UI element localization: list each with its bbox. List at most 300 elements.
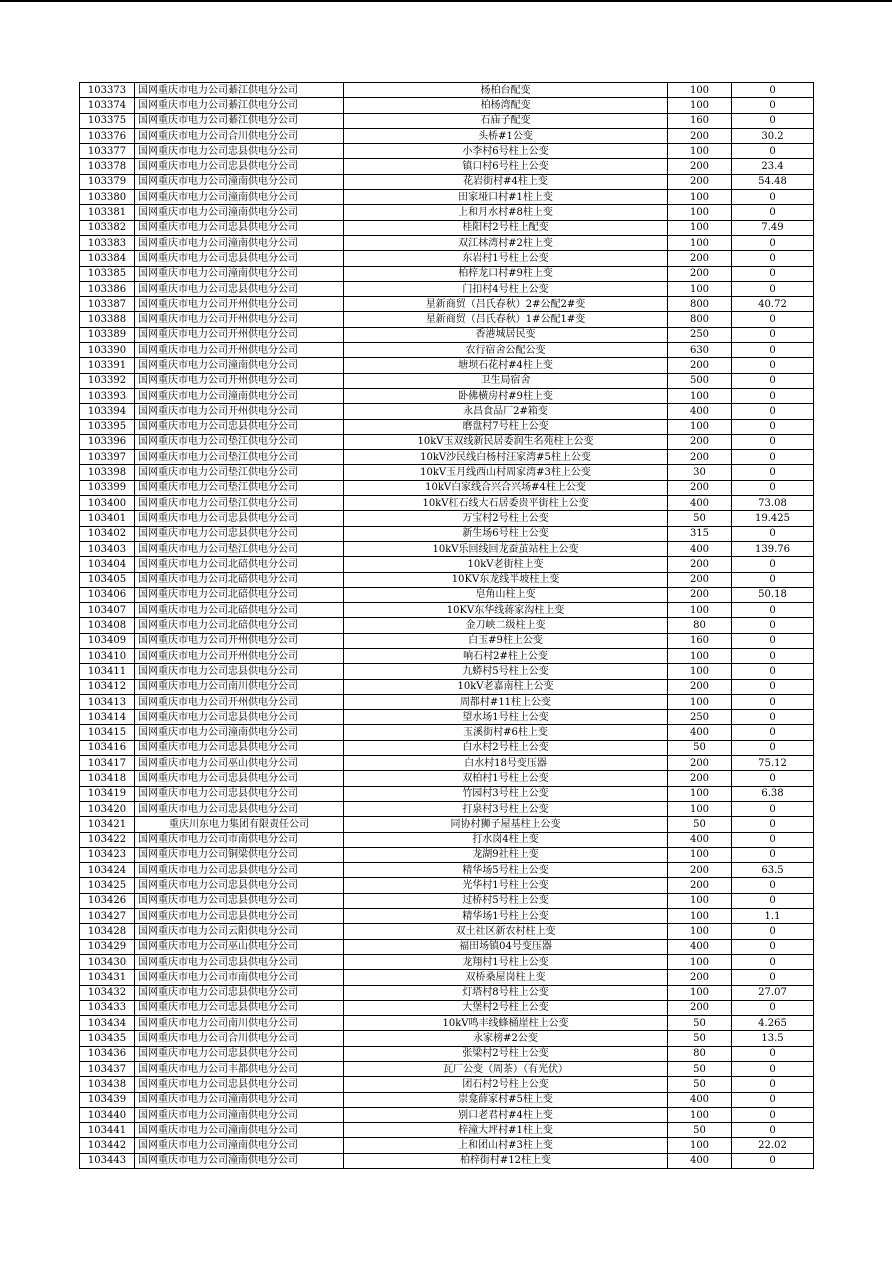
cell-company: 国网重庆市电力公司垫江供电分公司 (135, 496, 344, 511)
cell-substation: 精华场1号柱上公变 (344, 909, 668, 924)
cell-company: 国网重庆市电力公司潼南供电分公司 (135, 725, 344, 740)
table-row (80, 603, 814, 618)
cell-capacity: 630 (668, 343, 732, 358)
cell-id: 103425 (80, 878, 135, 893)
cell-load: 0 (732, 251, 814, 266)
cell-capacity: 50 (668, 1016, 732, 1031)
cell-load: 0 (732, 847, 814, 862)
cell-substation: 10kV老街柱上变 (344, 557, 668, 572)
cell-company: 国网重庆市电力公司忠县供电分公司 (135, 863, 344, 878)
cell-substation: 团石村2号柱上公变 (344, 1077, 668, 1092)
table-row (80, 970, 814, 985)
table-row (80, 251, 814, 266)
table-row (80, 128, 814, 143)
cell-substation: 九蟒村5号柱上公变 (344, 664, 668, 679)
table-row (80, 924, 814, 939)
cell-substation: 10kV玉双线新民居委润生名苑柱上公变 (344, 434, 668, 449)
cell-capacity: 100 (668, 603, 732, 618)
cell-load: 0 (732, 664, 814, 679)
cell-load: 0 (732, 740, 814, 755)
cell-load: 0 (732, 924, 814, 939)
cell-id: 103434 (80, 1016, 135, 1031)
table-row (80, 694, 814, 709)
cell-substation: 双土社区新农村柱上变 (344, 924, 668, 939)
table-row (80, 511, 814, 526)
cell-substation: 10kV沙民线白杨村汪家湾#5柱上公变 (344, 450, 668, 465)
table-row (80, 801, 814, 816)
cell-company: 国网重庆市电力公司丰都供电分公司 (135, 1062, 344, 1077)
table-row (80, 480, 814, 495)
cell-capacity: 100 (668, 235, 732, 250)
cell-id: 103394 (80, 404, 135, 419)
cell-company: 国网重庆市电力公司云阳供电分公司 (135, 924, 344, 939)
cell-substation: 光华村1号柱上公变 (344, 878, 668, 893)
cell-id: 103404 (80, 557, 135, 572)
cell-company: 国网重庆市电力公司潼南供电分公司 (135, 205, 344, 220)
cell-load: 0 (732, 648, 814, 663)
cell-capacity: 800 (668, 297, 732, 312)
cell-load: 1.1 (732, 909, 814, 924)
cell-load: 0 (732, 633, 814, 648)
table-row (80, 358, 814, 373)
cell-load: 0 (732, 1000, 814, 1015)
cell-load: 50.18 (732, 587, 814, 602)
cell-capacity: 200 (668, 572, 732, 587)
cell-company: 国网重庆市电力公司忠县供电分公司 (135, 954, 344, 969)
cell-substation: 打水岗4柱上变 (344, 832, 668, 847)
cell-capacity: 100 (668, 924, 732, 939)
cell-substation: 龙湖9社柱上变 (344, 847, 668, 862)
cell-company: 国网重庆市电力公司北碚供电分公司 (135, 572, 344, 587)
cell-load: 0 (732, 190, 814, 205)
cell-capacity: 200 (668, 1000, 732, 1015)
cell-capacity: 50 (668, 1123, 732, 1138)
cell-id: 103388 (80, 312, 135, 327)
cell-load: 0 (732, 557, 814, 572)
cell-company: 国网重庆市电力公司潼南供电分公司 (135, 1123, 344, 1138)
cell-substation: 打泉村3号柱上公变 (344, 801, 668, 816)
cell-capacity: 200 (668, 970, 732, 985)
cell-load: 0 (732, 235, 814, 250)
cell-id: 103392 (80, 373, 135, 388)
cell-id: 103437 (80, 1062, 135, 1077)
cell-load: 0 (732, 954, 814, 969)
cell-load: 13.5 (732, 1031, 814, 1046)
cell-id: 103435 (80, 1031, 135, 1046)
cell-capacity: 50 (668, 511, 732, 526)
cell-id: 103439 (80, 1092, 135, 1107)
cell-id: 103438 (80, 1077, 135, 1092)
cell-load: 73.08 (732, 496, 814, 511)
cell-company: 国网重庆市电力公司忠县供电分公司 (135, 664, 344, 679)
cell-capacity: 100 (668, 847, 732, 862)
cell-id: 103375 (80, 113, 135, 128)
cell-id: 103386 (80, 281, 135, 296)
cell-id: 103383 (80, 235, 135, 250)
cell-capacity: 800 (668, 312, 732, 327)
cell-company: 国网重庆市电力公司合川供电分公司 (135, 128, 344, 143)
cell-load: 0 (732, 603, 814, 618)
cell-substation: 梓潼大坪村#1柱上变 (344, 1123, 668, 1138)
cell-id: 103377 (80, 144, 135, 159)
cell-company: 国网重庆市电力公司南川供电分公司 (135, 1016, 344, 1031)
cell-substation: 柏杨湾配变 (344, 98, 668, 113)
cell-load: 0 (732, 893, 814, 908)
cell-substation: 10kV老嘉南柱上公变 (344, 679, 668, 694)
cell-load: 4.265 (732, 1016, 814, 1031)
table-row (80, 954, 814, 969)
cell-capacity: 50 (668, 817, 732, 832)
cell-id: 103418 (80, 771, 135, 786)
table-row (80, 985, 814, 1000)
cell-capacity: 100 (668, 909, 732, 924)
cell-substation: 塘坝石花村#4柱上变 (344, 358, 668, 373)
cell-company: 国网重庆市电力公司忠县供电分公司 (135, 251, 344, 266)
cell-id: 103431 (80, 970, 135, 985)
cell-capacity: 50 (668, 1062, 732, 1077)
cell-company: 国网重庆市电力公司北碚供电分公司 (135, 603, 344, 618)
cell-company: 国网重庆市电力公司巫山供电分公司 (135, 756, 344, 771)
cell-substation: 10KV东龙线半坡柱上变 (344, 572, 668, 587)
cell-id: 103405 (80, 572, 135, 587)
cell-id: 103411 (80, 664, 135, 679)
cell-capacity: 400 (668, 404, 732, 419)
cell-substation: 10kV乐回线回龙蚕茧站柱上公变 (344, 541, 668, 556)
cell-load: 0 (732, 419, 814, 434)
cell-capacity: 200 (668, 128, 732, 143)
cell-company: 国网重庆市电力公司开州供电分公司 (135, 343, 344, 358)
cell-company: 国网重庆市电力公司市南供电分公司 (135, 970, 344, 985)
cell-company: 国网重庆市电力公司市南供电分公司 (135, 832, 344, 847)
table-row (80, 1031, 814, 1046)
cell-load: 27.07 (732, 985, 814, 1000)
cell-id: 103416 (80, 740, 135, 755)
cell-load: 19.425 (732, 511, 814, 526)
cell-load: 75.12 (732, 756, 814, 771)
table-row (80, 557, 814, 572)
cell-substation: 镇口村6号柱上公变 (344, 159, 668, 174)
cell-company: 国网重庆市电力公司北碚供电分公司 (135, 557, 344, 572)
cell-load: 0 (732, 1092, 814, 1107)
cell-capacity: 100 (668, 1138, 732, 1153)
cell-capacity: 200 (668, 159, 732, 174)
cell-load: 0 (732, 465, 814, 480)
cell-substation: 花岩街村#4柱上变 (344, 174, 668, 189)
cell-company: 国网重庆市电力公司忠县供电分公司 (135, 771, 344, 786)
cell-id: 103398 (80, 465, 135, 480)
table-row (80, 1016, 814, 1031)
table-row (80, 587, 814, 602)
cell-capacity: 100 (668, 281, 732, 296)
cell-substation: 柏梓龙口村#9柱上变 (344, 266, 668, 281)
cell-substation: 卧佛横房村#9柱上变 (344, 388, 668, 403)
cell-load: 0 (732, 1123, 814, 1138)
cell-load: 139.76 (732, 541, 814, 556)
table-row (80, 1123, 814, 1138)
cell-substation: 别口老君村#4柱上变 (344, 1107, 668, 1122)
cell-substation: 星新商贸（吕氏春秋）1#公配1#变 (344, 312, 668, 327)
cell-substation: 10kV鸣丰线蜂桶崖柱上公变 (344, 1016, 668, 1031)
cell-load: 0 (732, 312, 814, 327)
cell-company: 国网重庆市电力公司綦江供电分公司 (135, 98, 344, 113)
cell-id: 103427 (80, 909, 135, 924)
cell-load: 30.2 (732, 128, 814, 143)
cell-capacity: 80 (668, 618, 732, 633)
cell-capacity: 100 (668, 648, 732, 663)
cell-load: 0 (732, 266, 814, 281)
cell-id: 103381 (80, 205, 135, 220)
cell-company: 国网重庆市电力公司忠县供电分公司 (135, 801, 344, 816)
cell-id: 103397 (80, 450, 135, 465)
cell-load: 0 (732, 618, 814, 633)
cell-id: 103403 (80, 541, 135, 556)
cell-company: 国网重庆市电力公司忠县供电分公司 (135, 220, 344, 235)
cell-substation: 崇龛薛家村#5柱上变 (344, 1092, 668, 1107)
cell-company: 国网重庆市电力公司潼南供电分公司 (135, 358, 344, 373)
cell-id: 103414 (80, 710, 135, 725)
table-body (80, 83, 814, 1169)
cell-id: 103424 (80, 863, 135, 878)
cell-company: 国网重庆市电力公司合川供电分公司 (135, 1031, 344, 1046)
cell-capacity: 200 (668, 679, 732, 694)
cell-company: 重庆川东电力集团有限责任公司 (135, 817, 344, 832)
cell-id: 103436 (80, 1046, 135, 1061)
cell-company: 国网重庆市电力公司綦江供电分公司 (135, 83, 344, 98)
cell-capacity: 100 (668, 664, 732, 679)
cell-substation: 双江林湾村#2柱上变 (344, 235, 668, 250)
cell-substation: 10kV玉月线西山村周家湾#3柱上公变 (344, 465, 668, 480)
cell-id: 103393 (80, 388, 135, 403)
cell-load: 0 (732, 1046, 814, 1061)
cell-company: 国网重庆市电力公司忠县供电分公司 (135, 1046, 344, 1061)
cell-load: 7.49 (732, 220, 814, 235)
cell-company: 国网重庆市电力公司忠县供电分公司 (135, 893, 344, 908)
transformer-table (79, 82, 814, 1169)
cell-id: 103395 (80, 419, 135, 434)
cell-substation: 小李村6号柱上公变 (344, 144, 668, 159)
table-row (80, 679, 814, 694)
table-row (80, 98, 814, 113)
cell-id: 103429 (80, 939, 135, 954)
cell-substation: 过桥村5号柱上公变 (344, 893, 668, 908)
cell-id: 103430 (80, 954, 135, 969)
cell-load: 0 (732, 694, 814, 709)
cell-capacity: 400 (668, 1153, 732, 1168)
top-border-line (0, 0, 892, 2)
table-row (80, 541, 814, 556)
cell-substation: 门扣村4号柱上公变 (344, 281, 668, 296)
cell-load: 0 (732, 113, 814, 128)
table-row (80, 710, 814, 725)
cell-substation: 香港城居民变 (344, 327, 668, 342)
cell-load: 0 (732, 817, 814, 832)
cell-capacity: 200 (668, 480, 732, 495)
cell-load: 40.72 (732, 297, 814, 312)
cell-capacity: 315 (668, 526, 732, 541)
cell-substation: 卫生局宿舍 (344, 373, 668, 388)
cell-company: 国网重庆市电力公司忠县供电分公司 (135, 909, 344, 924)
cell-substation: 杨柏台配变 (344, 83, 668, 98)
table-row (80, 771, 814, 786)
table-row (80, 297, 814, 312)
cell-company: 国网重庆市电力公司开州供电分公司 (135, 312, 344, 327)
cell-capacity: 100 (668, 220, 732, 235)
cell-id: 103432 (80, 985, 135, 1000)
cell-id: 103417 (80, 756, 135, 771)
cell-id: 103382 (80, 220, 135, 235)
table-row (80, 878, 814, 893)
cell-capacity: 500 (668, 373, 732, 388)
cell-substation: 竹园村3号柱上公变 (344, 786, 668, 801)
cell-substation: 龙翔村1号柱上公变 (344, 954, 668, 969)
cell-load: 0 (732, 450, 814, 465)
cell-substation: 上和团山村#3柱上变 (344, 1138, 668, 1153)
table-row (80, 1046, 814, 1061)
table-row (80, 220, 814, 235)
cell-company: 国网重庆市电力公司潼南供电分公司 (135, 1107, 344, 1122)
table-row (80, 1107, 814, 1122)
cell-capacity: 160 (668, 113, 732, 128)
cell-load: 0 (732, 205, 814, 220)
table-row (80, 526, 814, 541)
cell-capacity: 50 (668, 740, 732, 755)
table-row (80, 327, 814, 342)
cell-company: 国网重庆市电力公司开州供电分公司 (135, 404, 344, 419)
cell-capacity: 200 (668, 557, 732, 572)
table-row (80, 450, 814, 465)
cell-id: 103415 (80, 725, 135, 740)
cell-substation: 10kV白家线合兴合兴场#4柱上公变 (344, 480, 668, 495)
cell-capacity: 100 (668, 205, 732, 220)
cell-id: 103390 (80, 343, 135, 358)
cell-load: 0 (732, 144, 814, 159)
cell-id: 103407 (80, 603, 135, 618)
cell-id: 103399 (80, 480, 135, 495)
cell-substation: 玉溪街村#6柱上变 (344, 725, 668, 740)
cell-company: 国网重庆市电力公司北碚供电分公司 (135, 587, 344, 602)
cell-company: 国网重庆市电力公司潼南供电分公司 (135, 1138, 344, 1153)
cell-capacity: 400 (668, 832, 732, 847)
cell-id: 103406 (80, 587, 135, 602)
table-row (80, 893, 814, 908)
cell-id: 103421 (80, 817, 135, 832)
cell-substation: 同协村狮子屋基柱上公变 (344, 817, 668, 832)
table-row (80, 664, 814, 679)
table-row (80, 496, 814, 511)
cell-id: 103379 (80, 174, 135, 189)
cell-company: 国网重庆市电力公司垫江供电分公司 (135, 465, 344, 480)
cell-id: 103423 (80, 847, 135, 862)
table-row (80, 1062, 814, 1077)
cell-substation: 新生场6号柱上公变 (344, 526, 668, 541)
cell-company: 国网重庆市电力公司忠县供电分公司 (135, 281, 344, 296)
cell-id: 103391 (80, 358, 135, 373)
cell-load: 0 (732, 725, 814, 740)
cell-company: 国网重庆市电力公司忠县供电分公司 (135, 878, 344, 893)
cell-substation: 头桥#1公变 (344, 128, 668, 143)
cell-substation: 田家垭口村#1柱上变 (344, 190, 668, 205)
cell-id: 103378 (80, 159, 135, 174)
cell-id: 103409 (80, 633, 135, 648)
cell-id: 103412 (80, 679, 135, 694)
cell-id: 103443 (80, 1153, 135, 1168)
table-row (80, 113, 814, 128)
cell-id: 103387 (80, 297, 135, 312)
cell-load: 0 (732, 373, 814, 388)
cell-company: 国网重庆市电力公司潼南供电分公司 (135, 235, 344, 250)
cell-substation: 灯塔村8号柱上公变 (344, 985, 668, 1000)
cell-company: 国网重庆市电力公司潼南供电分公司 (135, 266, 344, 281)
cell-capacity: 100 (668, 83, 732, 98)
cell-company: 国网重庆市电力公司忠县供电分公司 (135, 985, 344, 1000)
cell-id: 103440 (80, 1107, 135, 1122)
cell-company: 国网重庆市电力公司铜梁供电分公司 (135, 847, 344, 862)
table-row (80, 1138, 814, 1153)
table-row (80, 343, 814, 358)
cell-company: 国网重庆市电力公司忠县供电分公司 (135, 159, 344, 174)
cell-substation: 农行宿舍公配公变 (344, 343, 668, 358)
cell-company: 国网重庆市电力公司南川供电分公司 (135, 679, 344, 694)
cell-load: 0 (732, 434, 814, 449)
cell-load: 0 (732, 98, 814, 113)
cell-capacity: 200 (668, 587, 732, 602)
cell-load: 0 (732, 572, 814, 587)
cell-company: 国网重庆市电力公司潼南供电分公司 (135, 1153, 344, 1168)
cell-substation: 柏梓街村#12柱上变 (344, 1153, 668, 1168)
cell-id: 103426 (80, 893, 135, 908)
table-row (80, 939, 814, 954)
cell-substation: 白水村18号变压器 (344, 756, 668, 771)
cell-company: 国网重庆市电力公司忠县供电分公司 (135, 740, 344, 755)
cell-capacity: 200 (668, 266, 732, 281)
cell-id: 103408 (80, 618, 135, 633)
cell-company: 国网重庆市电力公司垫江供电分公司 (135, 434, 344, 449)
cell-capacity: 30 (668, 465, 732, 480)
table-row (80, 83, 814, 98)
cell-capacity: 400 (668, 541, 732, 556)
cell-load: 0 (732, 281, 814, 296)
cell-company: 国网重庆市电力公司开州供电分公司 (135, 373, 344, 388)
cell-id: 103401 (80, 511, 135, 526)
cell-substation: 10KV东华线蒋家沟柱上变 (344, 603, 668, 618)
cell-company: 国网重庆市电力公司潼南供电分公司 (135, 190, 344, 205)
cell-load: 0 (732, 358, 814, 373)
cell-capacity: 100 (668, 190, 732, 205)
table-row (80, 832, 814, 847)
table-row (80, 404, 814, 419)
cell-capacity: 160 (668, 633, 732, 648)
cell-company: 国网重庆市电力公司忠县供电分公司 (135, 511, 344, 526)
cell-company: 国网重庆市电力公司忠县供电分公司 (135, 526, 344, 541)
cell-id: 103400 (80, 496, 135, 511)
cell-substation: 皂角山柱上变 (344, 587, 668, 602)
cell-load: 22.02 (732, 1138, 814, 1153)
cell-id: 103374 (80, 98, 135, 113)
cell-id: 103373 (80, 83, 135, 98)
cell-capacity: 200 (668, 358, 732, 373)
cell-company: 国网重庆市电力公司开州供电分公司 (135, 297, 344, 312)
cell-load: 6.38 (732, 786, 814, 801)
table-row (80, 756, 814, 771)
cell-substation: 双柏村1号柱上公变 (344, 771, 668, 786)
cell-load: 0 (732, 771, 814, 786)
cell-capacity: 50 (668, 1077, 732, 1092)
cell-capacity: 100 (668, 98, 732, 113)
cell-load: 0 (732, 526, 814, 541)
table-row (80, 786, 814, 801)
cell-load: 63.5 (732, 863, 814, 878)
cell-load: 0 (732, 970, 814, 985)
